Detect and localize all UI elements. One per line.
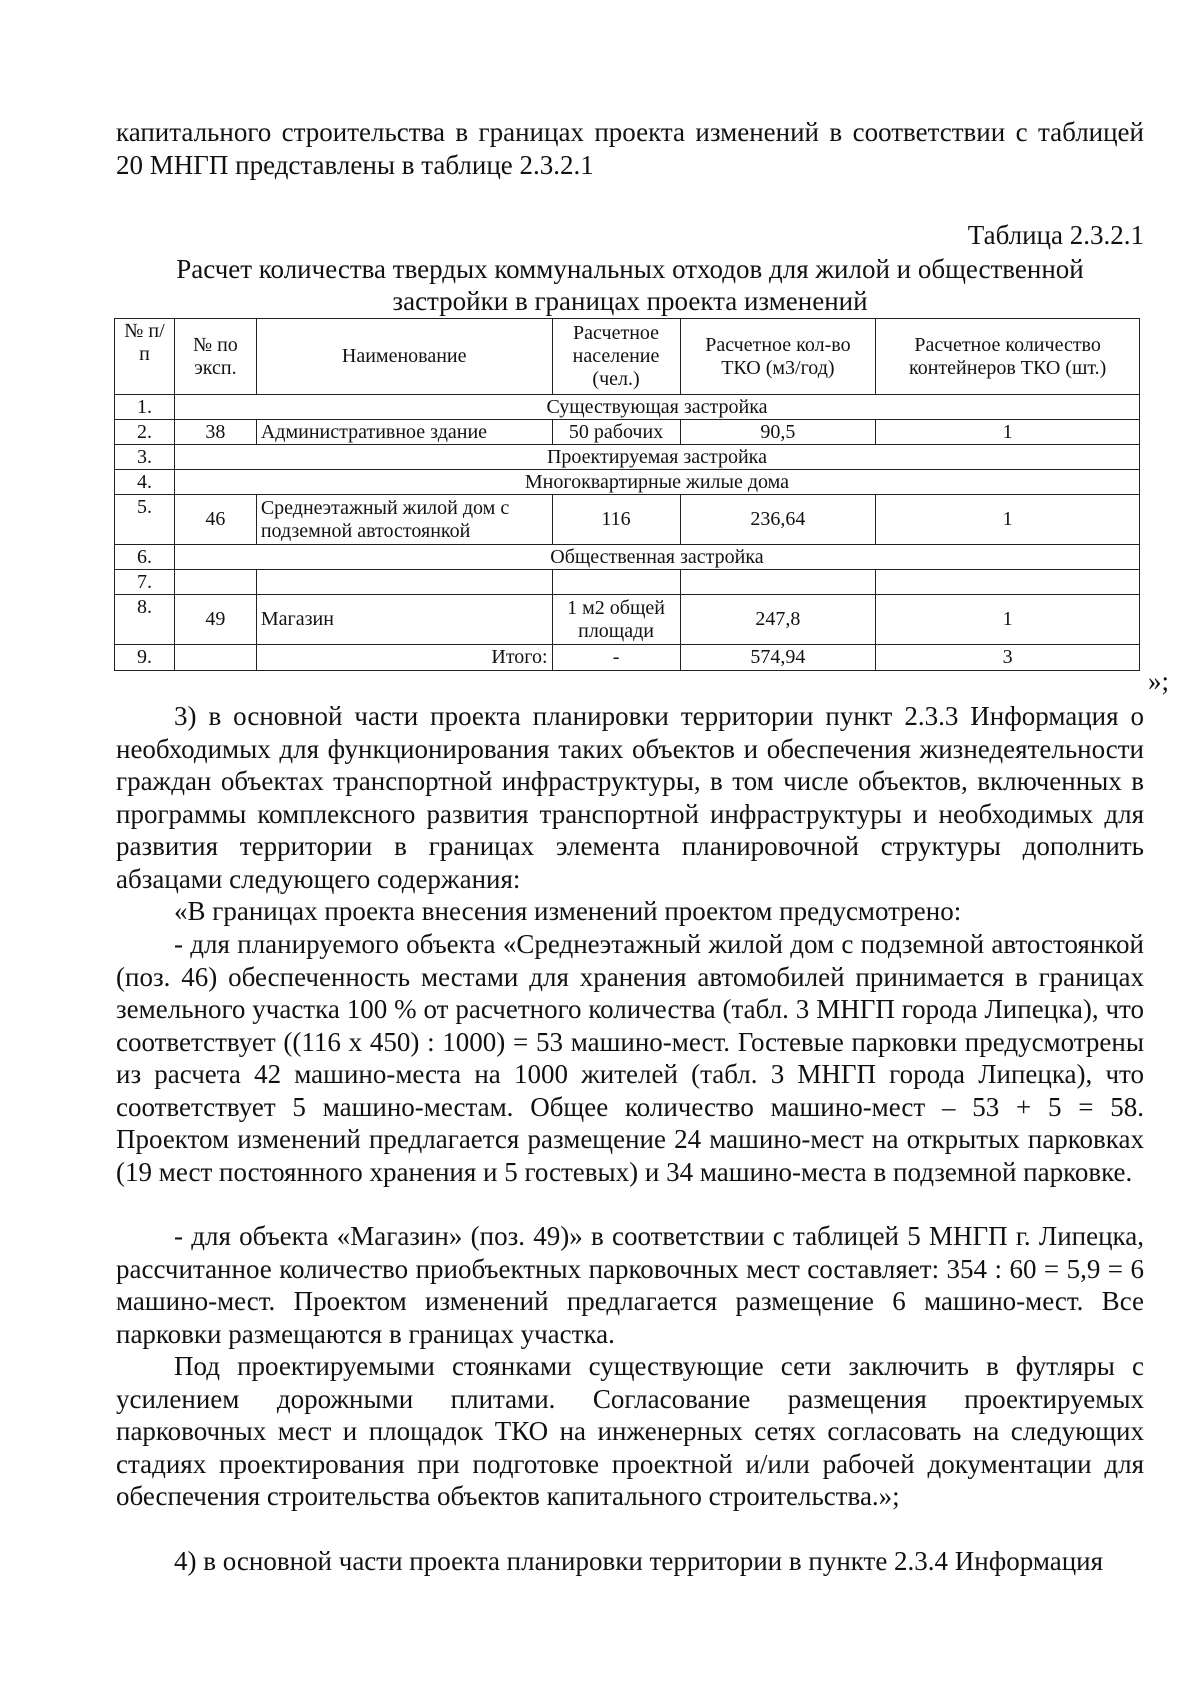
row-number: 9. — [115, 645, 175, 671]
paragraph-networks: Под проектируемыми стоянками существующие сети заключить в футляры с усилением дорожными плитами. Согласование размещения проектируемых парковочных мест и площадок ТКО на инженерных сетях согласовать на следующих стадиях проектирования при подготовке проектной и/или рабочей документации для обеспечения строительства объектов капитального строительства.»; — [116, 1351, 1144, 1511]
row-number: 6. — [115, 545, 175, 570]
table-row — [115, 445, 1140, 470]
header-containers: Расчетное количество контейнеров ТКО (шт.) — [876, 319, 1140, 395]
table-title-line-1: Расчет количества твердых коммунальных отходов для жилой и общественной — [176, 254, 1084, 284]
table-label: Таблица 2.3.2.1 — [967, 220, 1144, 250]
table-row — [115, 420, 1140, 445]
table-row — [115, 495, 1140, 545]
cell-population: - — [552, 645, 680, 671]
table-title-line-2: застройки в границах проекта изменений — [392, 286, 868, 316]
cell-containers: 1 — [876, 495, 1140, 545]
row-number: 5. — [115, 495, 175, 545]
cell-name: Административное здание — [256, 420, 552, 445]
cell-tko: 236,64 — [680, 495, 876, 545]
header-np: № п/п — [115, 319, 175, 395]
section-heading: Многоквартирные жилые дома — [174, 470, 1139, 495]
paragraph-residential-parking: - для планируемого объекта «Среднеэтажный жилой дом с подземной автостоянкой (поз. 46) обеспеченность местами для хранения автомобилей принимается в границах земельного участка 100 % от расчетного количества (табл. 3 МНГП города Липецка), что соответствует ((116 х 450) : 1000) = 53 машино-мест. Гостевые парковки предусмотрены из расчета 42 машино-места на 1000 жителей (табл. 3 МНГП города Липецка), что соответствует 5 машино-местам. Общее количество машино-мест – 53 + 5 = 58. Проектом изменений предлагается размещение 24 машино-мест на открытых парковках (19 мест постоянного хранения и 5 гостевых) и 34 машино-места в подземной парковке. — [116, 929, 1144, 1187]
header-name: Наименование — [256, 319, 552, 395]
cell-containers: 1 — [876, 595, 1140, 645]
header-tko: Расчетное кол-во ТКО (м3/год) — [680, 319, 876, 395]
cell-name — [256, 570, 552, 595]
paragraph-shop-parking: - для объекта «Магазин» (поз. 49)» в соответствии с таблицей 5 МНГП г. Липецка, рассчитанное количество приобъектных парковочных мест составляет: 354 : 60 = 5,9 = 6 машино-мест. Проектом изменений предлагается размещение 6 машино-мест. Все парковки размещаются в границах участка. — [116, 1221, 1144, 1349]
cell-population: 116 — [552, 495, 680, 545]
table-closing-quote: »; — [1148, 666, 1170, 696]
cell-expl: 38 — [174, 420, 256, 445]
cell-containers: 1 — [876, 420, 1140, 445]
table-total-row — [115, 645, 1140, 671]
section-heading: Проектируемая застройка — [174, 445, 1139, 470]
section-heading: Существующая застройка — [174, 395, 1139, 420]
total-label: Итого: — [256, 645, 552, 671]
table-row — [115, 395, 1140, 420]
header-population: Расчетное население (чел.) — [552, 319, 680, 395]
table-header-row — [115, 319, 1140, 395]
paragraph-item-4: 4) в основной части проекта планировки территории в пункте 2.3.4 Информация — [174, 1546, 1104, 1576]
cell-expl — [174, 645, 256, 671]
cell-expl: 49 — [174, 595, 256, 645]
cell-population — [552, 570, 680, 595]
table-row — [115, 470, 1140, 495]
total-containers: 3 — [876, 645, 1140, 671]
total-tko: 574,94 — [680, 645, 876, 671]
tko-table — [114, 318, 1140, 671]
table-row — [115, 570, 1140, 595]
cell-tko: 90,5 — [680, 420, 876, 445]
cell-name: Магазин — [256, 595, 552, 645]
section-heading: Общественная застройка — [174, 545, 1139, 570]
cell-tko: 247,8 — [680, 595, 876, 645]
table-row — [115, 595, 1140, 645]
intro-paragraph: капитального строительства в границах проекта изменений в соответствии с таблицей 20 МНГП представлены в таблице 2.3.2.1 — [116, 117, 1144, 180]
cell-name: Среднеэтажный жилой дом с подземной автостоянкой — [256, 495, 552, 545]
cell-expl — [174, 570, 256, 595]
cell-population: 50 рабочих — [552, 420, 680, 445]
table-title — [116, 253, 1144, 317]
cell-containers — [876, 570, 1140, 595]
row-number: 7. — [115, 570, 175, 595]
row-number: 4. — [115, 470, 175, 495]
header-expl: № по эксп. — [174, 319, 256, 395]
cell-tko — [680, 570, 876, 595]
row-number: 2. — [115, 420, 175, 445]
cell-population: 1 м2 общей площади — [552, 595, 680, 645]
paragraph-quote-start: «В границах проекта внесения изменений проектом предусмотрено: — [174, 896, 962, 926]
table-row — [115, 545, 1140, 570]
row-number: 8. — [115, 595, 175, 645]
row-number: 1. — [115, 395, 175, 420]
row-number: 3. — [115, 445, 175, 470]
cell-expl: 46 — [174, 495, 256, 545]
paragraph-item-3: 3) в основной части проекта планировки территории пункт 2.3.3 Информация о необходимых для функционирования таких объектов и обеспечения жизнедеятельности граждан объектах транспортной инфраструктуры, в том числе объектов, включенных в программы комплексного развития транспортной инфраструктуры и необходимых для развития территории в границах элемента планировочной структуры дополнить абзацами следующего содержания: — [116, 701, 1144, 894]
